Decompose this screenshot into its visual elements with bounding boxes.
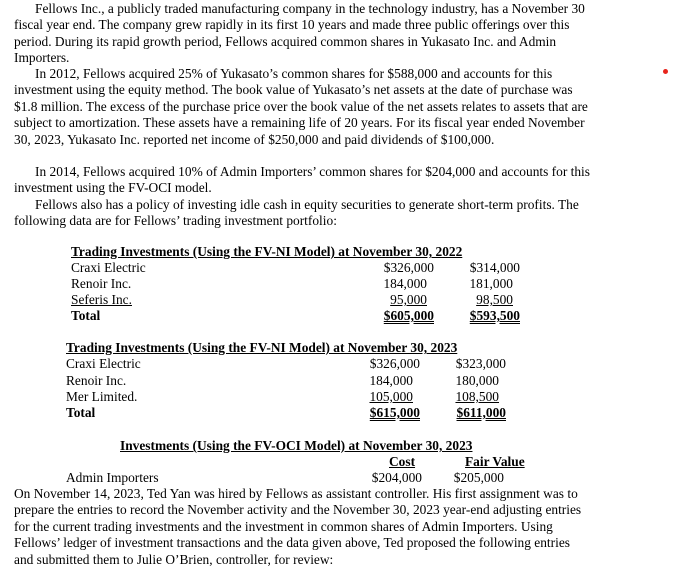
- table-2023-row-name: Craxi Electric: [66, 356, 141, 371]
- table-2022-row-name: Craxi Electric: [71, 260, 146, 275]
- table-oci-title: Investments (Using the FV-OCI Model) at November 30, 2023: [120, 438, 473, 453]
- table-2023-row-fair: 108,500: [455, 389, 499, 404]
- table-2023-total-fair: $611,000: [456, 405, 506, 420]
- table-2023-total-label: Total: [66, 405, 96, 420]
- paragraph-admin-importers: In 2014, Fellows acquired 10% of Admin Importers’ common shares for $204,000 and accounts for this investment using the FV-OCI model.: [14, 164, 590, 196]
- table-2023-row-cost: 105,000: [369, 389, 413, 404]
- table-2023-row-fair: $323,000: [455, 356, 506, 371]
- table-oci-row-fair: $205,000: [453, 470, 504, 485]
- table-2023-row-name: Mer Limited.: [66, 389, 138, 404]
- table-2023-title: Trading Investments (Using the FV-NI Model) at November 30, 2023: [66, 340, 458, 355]
- red-marker-dot: [663, 69, 668, 74]
- table-2022-row-cost: 95,000: [390, 292, 427, 307]
- table-oci-row-cost: $204,000: [371, 470, 422, 485]
- table-2022-total-fair: $593,500: [469, 308, 520, 323]
- paragraph-intro: Fellows Inc., a publicly traded manufacturing company in the technology industry, has a November 30 fiscal year end. The company grew rapidly in its first 10 years and made three public offerings over this period. During its rapid growth period, Fellows acquired common shares in Yukasato Inc. and Admin Importers.: [14, 1, 585, 66]
- table-oci-fair-header: Fair Value: [465, 454, 525, 469]
- table-2022-row-cost: 184,000: [383, 276, 427, 291]
- paragraph-trading-policy: Fellows also has a policy of investing idle cash in equity securities to generate short-term profits. The following data are for Fellows’ trading investment portfolio:: [14, 197, 579, 229]
- paragraph-yukasato: In 2012, Fellows acquired 25% of Yukasato’s common shares for $588,000 and accounts for this investment using the equity method. The book value of Yukasato’s net assets at the date of purchase was $1.8 million. The excess of the purchase price over the book value of the net assets relates to assets that are subject to amortization. These assets have a remaining life of 20 years. For its fiscal year ended November 30, 2023, Yukasato Inc. reported net income of $250,000 and paid dividends of $100,000.: [14, 66, 588, 147]
- table-2022-row-fair: $314,000: [469, 260, 520, 275]
- table-2022-total-cost: $605,000: [383, 308, 434, 323]
- table-2022-row-name: Renoir Inc.: [71, 276, 132, 291]
- table-2023-row-name: Renoir Inc.: [66, 373, 127, 388]
- table-oci-cost-header: Cost: [389, 454, 416, 469]
- table-2022-row-fair: 98,500: [476, 292, 513, 307]
- table-oci-row-name: Admin Importers: [66, 470, 159, 485]
- table-2023-row-fair: 180,000: [455, 373, 499, 388]
- table-2023-row-cost: 184,000: [369, 373, 413, 388]
- paragraph-ted-yan: On November 14, 2023, Ted Yan was hired by Fellows as assistant controller. His first assignment was to prepare the entries to record the November activity and the November 30, 2023 year-end adjusting entries for the current trading investments and the investment in common shares of Admin Importers. Using Fellows’ ledger of investment transactions and the data given above, Ted proposed the following entries and submitted them to Julie O’Brien, controller, for review:: [14, 486, 582, 567]
- table-2023-total-cost: $615,000: [369, 405, 420, 420]
- table-2023-row-cost: $326,000: [369, 356, 420, 371]
- table-2022-row-fair: 181,000: [469, 276, 513, 291]
- table-2022-title: Trading Investments (Using the FV-NI Model) at November 30, 2022: [71, 244, 463, 259]
- table-2022-total-label: Total: [71, 308, 101, 323]
- table-2022-row-name: Seferis Inc.: [71, 292, 132, 307]
- table-2022-row-cost: $326,000: [383, 260, 434, 275]
